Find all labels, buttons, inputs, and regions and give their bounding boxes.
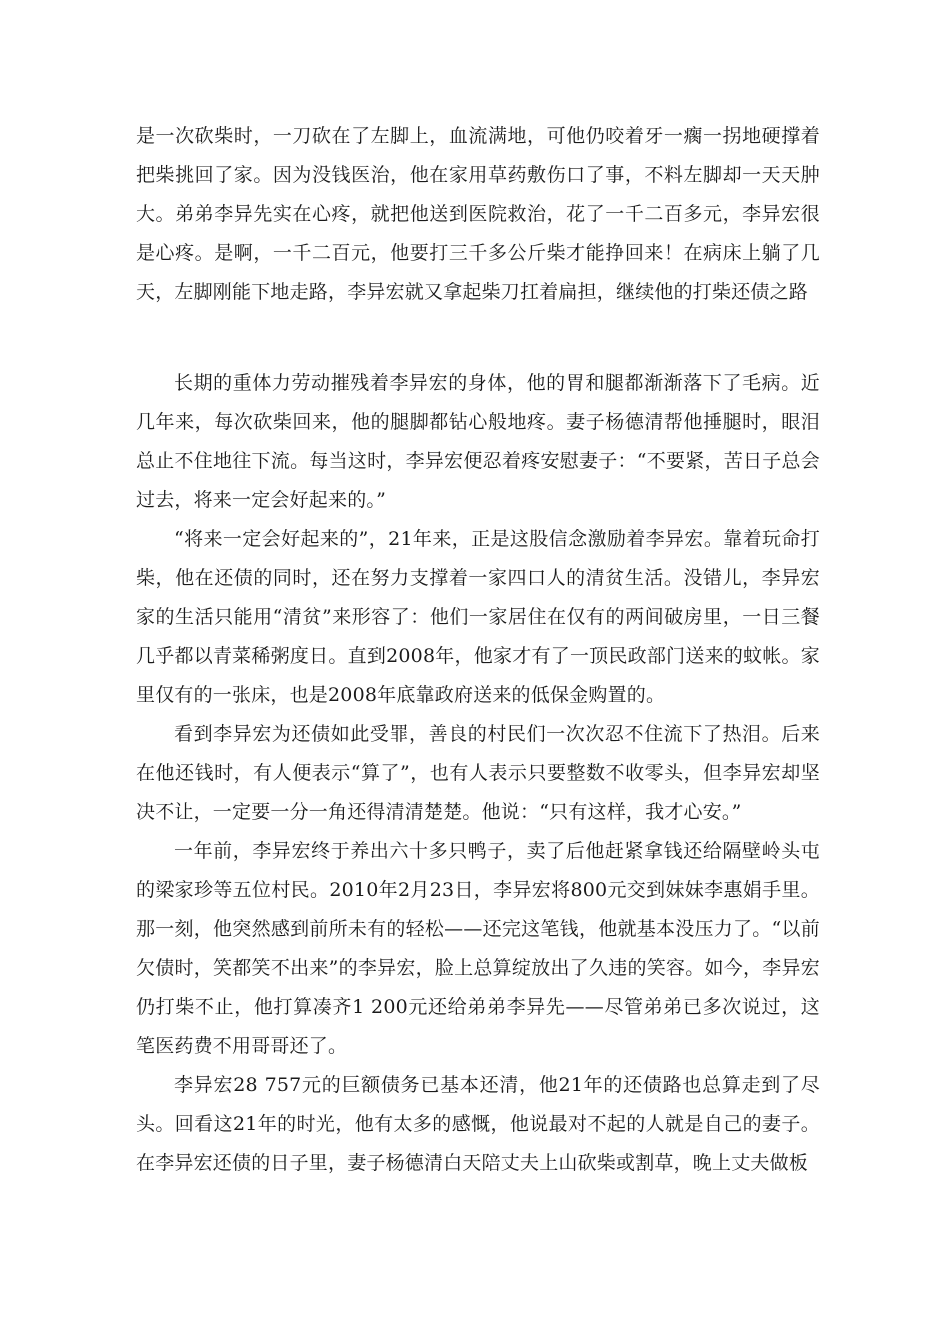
paragraph-5: 一年前，李异宏终于养出六十多只鸭子，卖了后他赶紧拿钱还给隔壁岭头屯的梁家珍等五位村民。2010年2月23日，李异宏将800元交到妹妹李惠娟手里。那一刻，他突然感到前所未有的轻松——还完这笔钱，他就基本没压力了。“以前欠债时，笑都笑不出来”的李异宏，脸上总算绽放出了久违的笑容。如今，李异宏仍打柴不止，他打算凑齐1 200元还给弟弟李异先——尽管弟弟已多次说过，这笔医药费不用哥哥还了。 (136, 840, 820, 1057)
paragraph-3: “将来一定会好起来的”，21年来，正是这股信念激励着李异宏。靠着玩命打柴，他在还债的同时，还在努力支撑着一家四口人的清贫生活。没错儿，李异宏家的生活只能用“清贫”来形容了：他们一家居住在仅有的两间破房里，一日三餐几乎都以青菜稀粥度日。直到2008年，他家才有了一顶民政部门送来的蚊帐。家里仅有的一张床，也是2008年底靠政府送来的低保金购置的。 (136, 528, 820, 706)
paragraph-2: 长期的重体力劳动摧残着李异宏的身体，他的胃和腿都渐渐落下了毛病。近几年来，每次砍柴回来，他的腿脚都钻心般地疼。妻子杨德清帮他捶腿时，眼泪总止不住地往下流。每当这时，李异宏便忍着疼安慰妻子：“不要紧，苦日子总会过去，将来一定会好起来的。” (136, 372, 820, 511)
paragraph-1: 是一次砍柴时，一刀砍在了左脚上，血流满地，可他仍咬着牙一瘸一拐地硬撑着把柴挑回了家。因为没钱医治，他在家用草药敷伤口了事，不料左脚却一天天肿大。弟弟李异先实在心疼，就把他送到医院救治，花了一千二百多元，李异宏很是心疼。是啊，一千二百元，他要打三千多公斤柴才能挣回来！在病床上躺了几天，左脚刚能下地走路，李异宏就又拿起柴刀扛着扁担，继续他的打柴还债之路 (136, 125, 820, 303)
text-block-top (136, 117, 820, 312)
paragraph-4: 看到李异宏为还债如此受罪，善良的村民们一次次忍不住流下了热泪。后来在他还钱时，有人便表示“算了”，也有人表示只要整数不收零头，但李异宏却坚决不让，一定要一分一角还得清清楚楚。他说：“只有这样，我才心安。” (136, 723, 820, 823)
paragraph-6: 李异宏28 757元的巨额债务已基本还清，他21年的还债路也总算走到了尽头。回看这21年的时光，他有太多的感慨，他说最对不起的人就是自己的妻子。在李异宏还债的日子里，妻子杨德清白天陪丈夫上山砍柴或割草，晚上丈夫做板 (136, 1074, 820, 1174)
text-block-main (136, 364, 820, 1183)
